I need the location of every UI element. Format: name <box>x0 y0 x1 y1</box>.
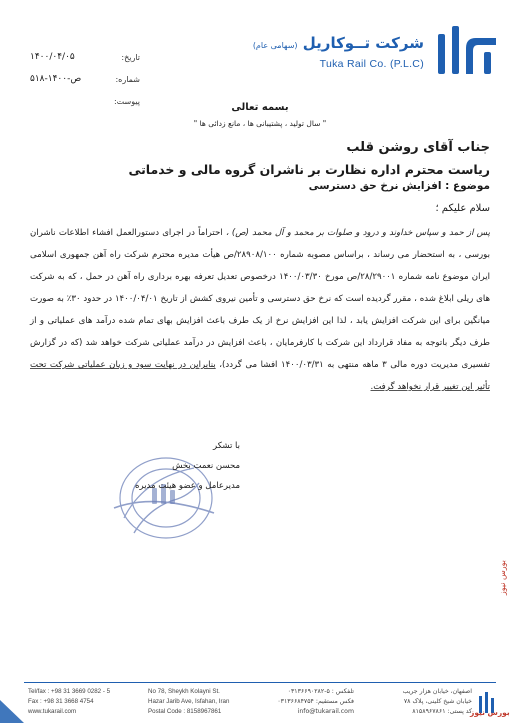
meta-number-label: شماره: <box>115 74 140 84</box>
footer-en-web: www.tukarail.com <box>28 708 77 715</box>
company-type-fa: (سهامی عام) <box>252 41 298 50</box>
year-motto: " سال تولید ، پشتیبانی ها ، مانع زدائی ها " <box>193 119 327 128</box>
meta-attachment-label: پیوست: <box>113 96 140 106</box>
meta-date-label: تاریخ: <box>121 52 140 62</box>
meta-date-value: ۱۴۰۰/۰۴/۰۵ <box>30 52 75 62</box>
body-conclusion: بنابراین در نهایت سود و زیان عملیاتی شرکت تحت تأثیر این تغییر قرار نخواهد گرفت. <box>30 360 490 392</box>
side-watermark-tag: بورس نیوز <box>498 560 507 596</box>
footer-fa-fax: فکس مستقیم: ۰۳۱۳۶۶۸۴۷۵۴ <box>277 698 354 705</box>
company-name-fa <box>244 34 424 52</box>
footer-fa-addr-2: خیابان شیخ کلینی، پلاک ۷۸ <box>403 698 472 705</box>
footer-fa-contact <box>262 687 354 717</box>
meta-number-row <box>30 68 140 90</box>
footer-en-addr-1: No 78, Sheykh Kolayni St. <box>148 688 220 695</box>
tuka-rail-logo <box>434 24 500 78</box>
footer-fa-postal: کد پستی: ۸۱۵۸۹۶۷۸۶۱ <box>412 708 472 715</box>
greeting: سلام علیکم ؛ <box>435 203 490 214</box>
footer-en-fax: Fax : +98 31 3668 4754 <box>28 698 94 705</box>
letter-body <box>30 222 490 398</box>
meta-date-row <box>30 46 140 68</box>
signer-role: مدیرعامل و عضو هیئت مدیره <box>135 481 240 491</box>
footer-en-addr-2: Hazar Jarib Ave, Isfahan, Iran <box>148 698 230 705</box>
meta-number-value: ۵۱۸-۱۴۰۰-ص <box>30 74 82 84</box>
footer-en-address <box>148 687 248 717</box>
footer-en-tel: Tel/fax : +98 31 3669 0282 - 5 <box>28 688 111 695</box>
company-name-en: Tuka Rail Co. (P.L.C) <box>319 58 424 70</box>
footer-divider <box>24 682 496 683</box>
body-paragraph: احتراماً در اجرای دستورالعمل افشاء اطلاعات ناشران بورسی ، به استحضار می رساند ، براساس مصوبه شماره ۲۸۹۰۸/۱۰۰/ص هیأت مدیره محترم شرکت راه آهن جمهوری اسلامی ایران موضوع نامه شماره ۲۸/۲۹۰۰۱/ص مورخ ۱۴۰۰/۰۳/۳۰ درخصوص تعدیل تعرفه بهره برداری راه آهن در حمل ، که به شرکت های ریلی ابلاغ شده ، مقرر گردیده است که نرخ حق دسترسی و تأمین نیروی کشش از تاریخ ۱۴۰۰/۰۴/۰۱ در حدود ۳۰٪ به صورت میانگین برای این شرکت افزایش یابد ، لذا این افزایش نرخ از یک طرف باعث افزایش بهای تمام شده درآمد های عملیاتی و از طرف دیگر باتوجه به مفاد قرارداد این شرکت با کارفرمایان ، باعث افزایش در درآمد عملیاتی شرکت خواهد شد (که در گزارش تفسیری مدیریت دوره مالی ۳ ماهه منتهی به ۱۴۰۰/۰۳/۳۱ افشا می گردد)، <box>30 228 491 370</box>
bismillah: بسمه تعالی <box>231 102 289 113</box>
footer-en-contact <box>28 687 128 717</box>
handwritten-opening: پس از حمد و سپاس خداوند و درود و صلوات بر محمد و آل محمد (ص) ، <box>225 228 491 238</box>
footer-fa-addr-1: اصفهان، خیابان هزار جریب <box>402 688 472 695</box>
footer-fa-email: info@tukarail.com <box>297 708 354 715</box>
footer-corner-mark <box>0 700 24 723</box>
footer-fa-address <box>368 687 472 717</box>
signer-name: محسن نعمت بخش <box>172 461 240 471</box>
addressee: جناب آقای روشن قلب <box>346 140 490 155</box>
signature-block <box>120 436 240 496</box>
footer-badge: بورس نیوز <box>470 708 510 717</box>
company-name-fa-text: شرکت تــوکاریل <box>302 34 424 52</box>
footer-en-postal: Postal Code : 8158967861 <box>148 708 222 715</box>
letter-subject: موضوع : افزایش نرخ حق دسترسی <box>308 180 490 192</box>
recipient-organization: ریاست محترم اداره نظارت بر ناشران گروه مالی و خدماتی <box>128 162 490 177</box>
closing-thanks: با تشکر <box>213 441 240 451</box>
footer-fa-tel: تلفکس : ۵-۰۳۱۳۶۶۹۰۲۸۲ <box>287 688 354 695</box>
